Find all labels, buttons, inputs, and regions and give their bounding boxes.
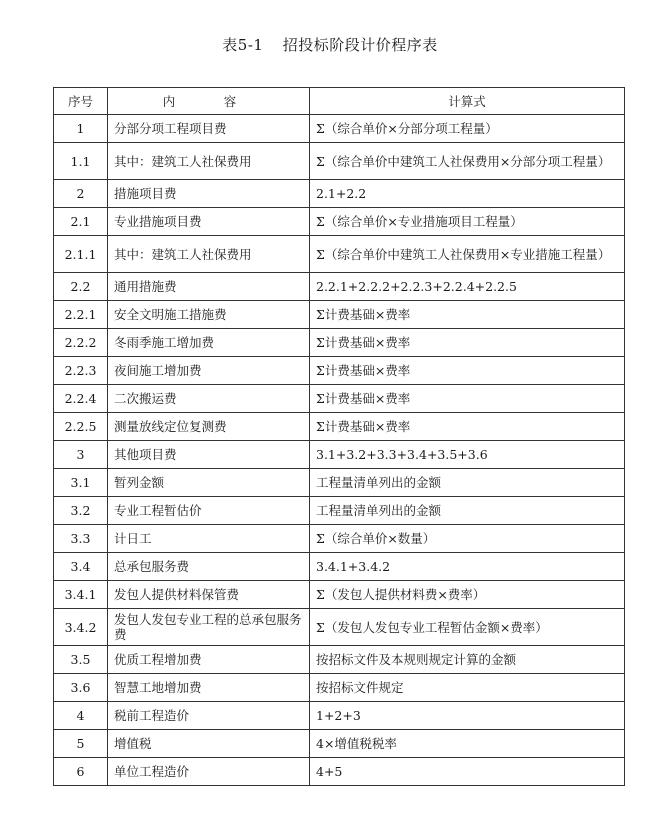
row-formula: 4×增值税税率 xyxy=(310,730,625,758)
row-content: 措施项目费 xyxy=(108,180,310,208)
row-serial-number: 1.1 xyxy=(54,143,108,180)
row-content: 冬雨季施工增加费 xyxy=(108,329,310,357)
table-row xyxy=(54,609,625,646)
row-serial-number: 4 xyxy=(54,702,108,730)
table-title: 表5-1 招投标阶段计价程序表 xyxy=(222,36,438,54)
row-formula: 2.1+2.2 xyxy=(310,180,625,208)
row-serial-number: 2.1 xyxy=(54,208,108,236)
table-row xyxy=(54,646,625,674)
row-formula: 3.1+3.2+3.3+3.4+3.5+3.6 xyxy=(310,441,625,469)
row-content: 发包人发包专业工程的总承包服务费 xyxy=(108,609,310,646)
table-row xyxy=(54,469,625,497)
row-formula: Σ计费基础×费率 xyxy=(310,329,625,357)
row-serial-number: 5 xyxy=(54,730,108,758)
table-row xyxy=(54,674,625,702)
row-formula: Σ（综合单价×专业措施项目工程量） xyxy=(310,208,625,236)
row-content: 分部分项工程项目费 xyxy=(108,115,310,143)
table-row xyxy=(54,441,625,469)
table-row xyxy=(54,143,625,180)
row-serial-number: 3 xyxy=(54,441,108,469)
row-serial-number: 2.1.1 xyxy=(54,236,108,273)
row-serial-number: 3.5 xyxy=(54,646,108,674)
row-formula: Σ（发包人提供材料费×费率） xyxy=(310,581,625,609)
row-content: 增值税 xyxy=(108,730,310,758)
table-body xyxy=(54,115,625,786)
row-content: 单位工程造价 xyxy=(108,758,310,786)
row-serial-number: 2.2.1 xyxy=(54,301,108,329)
table-row xyxy=(54,730,625,758)
row-formula: Σ（综合单价中建筑工人社保费用×分部分项工程量） xyxy=(310,143,625,180)
row-content: 发包人提供材料保管费 xyxy=(108,581,310,609)
table-row xyxy=(54,236,625,273)
row-content: 夜间施工增加费 xyxy=(108,357,310,385)
header-formula: 计算式 xyxy=(310,88,625,115)
table-row xyxy=(54,301,625,329)
table-row xyxy=(54,525,625,553)
row-serial-number: 2.2.3 xyxy=(54,357,108,385)
row-formula: Σ计费基础×费率 xyxy=(310,357,625,385)
table-row xyxy=(54,413,625,441)
row-content: 税前工程造价 xyxy=(108,702,310,730)
row-content: 智慧工地增加费 xyxy=(108,674,310,702)
header-content: 内 容 xyxy=(108,88,310,115)
row-formula: 按招标文件规定 xyxy=(310,674,625,702)
row-serial-number: 3.4 xyxy=(54,553,108,581)
row-content: 专业措施项目费 xyxy=(108,208,310,236)
row-content: 通用措施费 xyxy=(108,273,310,301)
table-row xyxy=(54,758,625,786)
row-formula: Σ计费基础×费率 xyxy=(310,385,625,413)
table-row xyxy=(54,581,625,609)
row-content: 测量放线定位复测费 xyxy=(108,413,310,441)
table-row xyxy=(54,702,625,730)
row-content: 其中：建筑工人社保费用 xyxy=(108,143,310,180)
table-row xyxy=(54,385,625,413)
row-content: 其他项目费 xyxy=(108,441,310,469)
row-formula: Σ计费基础×费率 xyxy=(310,301,625,329)
row-formula: 2.2.1+2.2.2+2.2.3+2.2.4+2.2.5 xyxy=(310,273,625,301)
row-content: 优质工程增加费 xyxy=(108,646,310,674)
header-serial-number: 序号 xyxy=(54,88,108,115)
row-formula: Σ（综合单价×分部分项工程量） xyxy=(310,115,625,143)
row-serial-number: 3.1 xyxy=(54,469,108,497)
table-row xyxy=(54,553,625,581)
row-serial-number: 1 xyxy=(54,115,108,143)
row-content: 暂列金额 xyxy=(108,469,310,497)
row-serial-number: 3.4.2 xyxy=(54,609,108,646)
row-serial-number: 3.6 xyxy=(54,674,108,702)
row-formula: 3.4.1+3.4.2 xyxy=(310,553,625,581)
row-serial-number: 2 xyxy=(54,180,108,208)
row-content: 二次搬运费 xyxy=(108,385,310,413)
row-serial-number: 3.4.1 xyxy=(54,581,108,609)
row-formula: 4+5 xyxy=(310,758,625,786)
table-row xyxy=(54,357,625,385)
row-formula: Σ（综合单价×数量） xyxy=(310,525,625,553)
row-content: 专业工程暂估价 xyxy=(108,497,310,525)
row-content: 总承包服务费 xyxy=(108,553,310,581)
table-header-row xyxy=(54,88,625,115)
pricing-procedure-table xyxy=(53,87,625,786)
row-serial-number: 3.2 xyxy=(54,497,108,525)
table-row xyxy=(54,115,625,143)
row-serial-number: 2.2.4 xyxy=(54,385,108,413)
table-row xyxy=(54,208,625,236)
row-content: 安全文明施工措施费 xyxy=(108,301,310,329)
table-row xyxy=(54,180,625,208)
table-row xyxy=(54,497,625,525)
table-row xyxy=(54,273,625,301)
row-formula: Σ（发包人发包专业工程暂估金额×费率） xyxy=(310,609,625,646)
row-serial-number: 3.3 xyxy=(54,525,108,553)
row-formula: 1+2+3 xyxy=(310,702,625,730)
row-formula: 工程量清单列出的金额 xyxy=(310,497,625,525)
row-serial-number: 2.2.5 xyxy=(54,413,108,441)
row-formula: 按招标文件及本规则规定计算的金额 xyxy=(310,646,625,674)
row-serial-number: 2.2.2 xyxy=(54,329,108,357)
row-formula: Σ计费基础×费率 xyxy=(310,413,625,441)
row-serial-number: 2.2 xyxy=(54,273,108,301)
row-formula: Σ（综合单价中建筑工人社保费用×专业措施工程量） xyxy=(310,236,625,273)
row-content: 计日工 xyxy=(108,525,310,553)
row-formula: 工程量清单列出的金额 xyxy=(310,469,625,497)
table-row xyxy=(54,329,625,357)
row-serial-number: 6 xyxy=(54,758,108,786)
row-content: 其中：建筑工人社保费用 xyxy=(108,236,310,273)
